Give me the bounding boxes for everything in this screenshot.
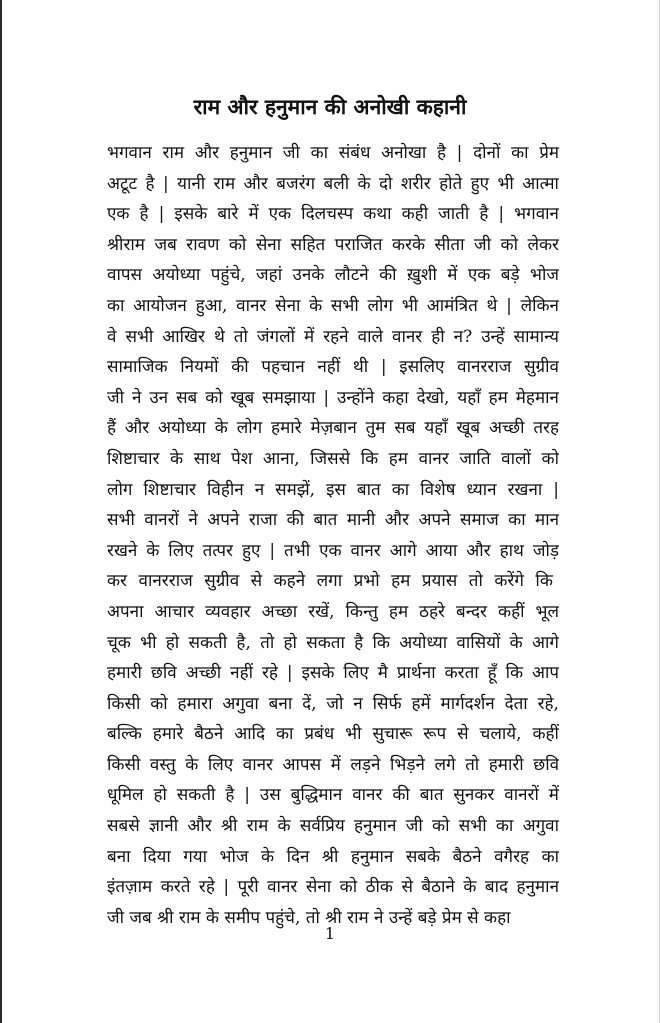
text-line: एक है | इसके बारे में एक दिलचस्प कथा कही जाती है | भगवान [107,204,559,225]
page-left-edge [0,0,2,1023]
text-line: शिष्टाचार के साथ पेश आना, जिससे कि हम वानर जाति वालों को [107,448,559,469]
text-line: अपना आचार व्यवहार अच्छा रखें, किन्तु हम ठहरे बन्दर कहीं भूल [107,601,559,622]
text-line: बल्कि हमारे बैठने आदि का प्रबंध भी सुचारू रूप से चलाये, कहीं [107,724,559,745]
text-line: धूमिल हो सकती है | उस बुद्धिमान वानर की बात सुनकर वानरों में [107,785,559,806]
text-line: सामाजिक नियमों की पहचान नहीं थी | इसलिए वानरराज सुग्रीव [107,357,559,378]
page-number: 1 [324,924,336,943]
body-paragraph [107,138,559,933]
text-line: कर वानरराज सुग्रीव से कहने लगा प्रभो हम प्रयास तो करेंगे कि [107,571,553,592]
text-line: भगवान राम और हनुमान जी का संबंध अनोखा है | दोनों का प्रेम [107,143,559,163]
text-line: सबसे ज्ञानी और श्री राम के सर्वप्रिय हनुमान जी को सभी का अगुवा [107,816,559,837]
text-line: जी ने उन सब को खूब समझाया | उन्होंने कहा देखो, यहाँ हम मेहमान [107,387,559,408]
text-line: का आयोजन हुआ, वानर सेना के सभी लोग भी आमंत्रित थे | लेकिन [107,295,559,316]
text-line: सभी वानरों ने अपने राजा की बात मानी और अपने समाज का मान [107,510,559,531]
text-line: जी जब श्री राम के समीप पहुंचे, तो श्री राम ने उन्हें बड़े प्रेम से कहा [107,907,511,928]
text-line: चूक भी हो सकती है, तो हो सकता है कि अयोध्या वासियों के आगे [107,632,559,653]
text-line: किसी को हमारा अगुवा बना दें, जो न सिर्फ हमें मार्गदर्शन देता रहे, [107,693,559,714]
text-line: हैं और अयोध्या के लोग हमारे मेज़बान तुम सब यहाँ खूब अच्छी तरह [107,418,559,439]
document-title: राम और हनुमान की अनोखी कहानी [193,94,467,119]
text-line: किसी वस्तु के लिए वानर आपस में लड़ने भिड़ने लगे तो हमारी छवि [107,754,559,775]
text-line: रखने के लिए तत्पर हुए | तभी एक वानर आगे आया और हाथ जोड़ [107,540,559,561]
text-line: वे सभी आखिर थे तो जंगलों में रहने वाले वानर ही न? उन्हें सामान्य [107,326,559,347]
text-line: अटूट है | यानी राम और बजरंग बली के दो शरीर होते हुए भी आत्मा [107,173,559,194]
text-line: श्रीराम जब रावण को सेना सहित पराजित करके सीता जी को लेकर [107,234,559,255]
text-line: हमारी छवि अच्छी नहीं रहे | इसके लिए मै प्रार्थना करता हूँ कि आप [107,663,559,684]
text-line: इंतज़ाम करते रहे | पूरी वानर सेना को ठीक से बैठाने के बाद हनुमान [107,877,559,898]
text-line: बना दिया गया भोज के दिन श्री हनुमान सबके बैठने वगैरह का [107,846,559,867]
text-line: वापस अयोध्या पहुंचे, जहां उनके लौटने की ख़ुशी में एक बड़े भोज [107,265,559,286]
text-line: लोग शिष्टाचार विहीन न समझें, इस बात का विशेष ध्यान रखना | [107,479,559,500]
